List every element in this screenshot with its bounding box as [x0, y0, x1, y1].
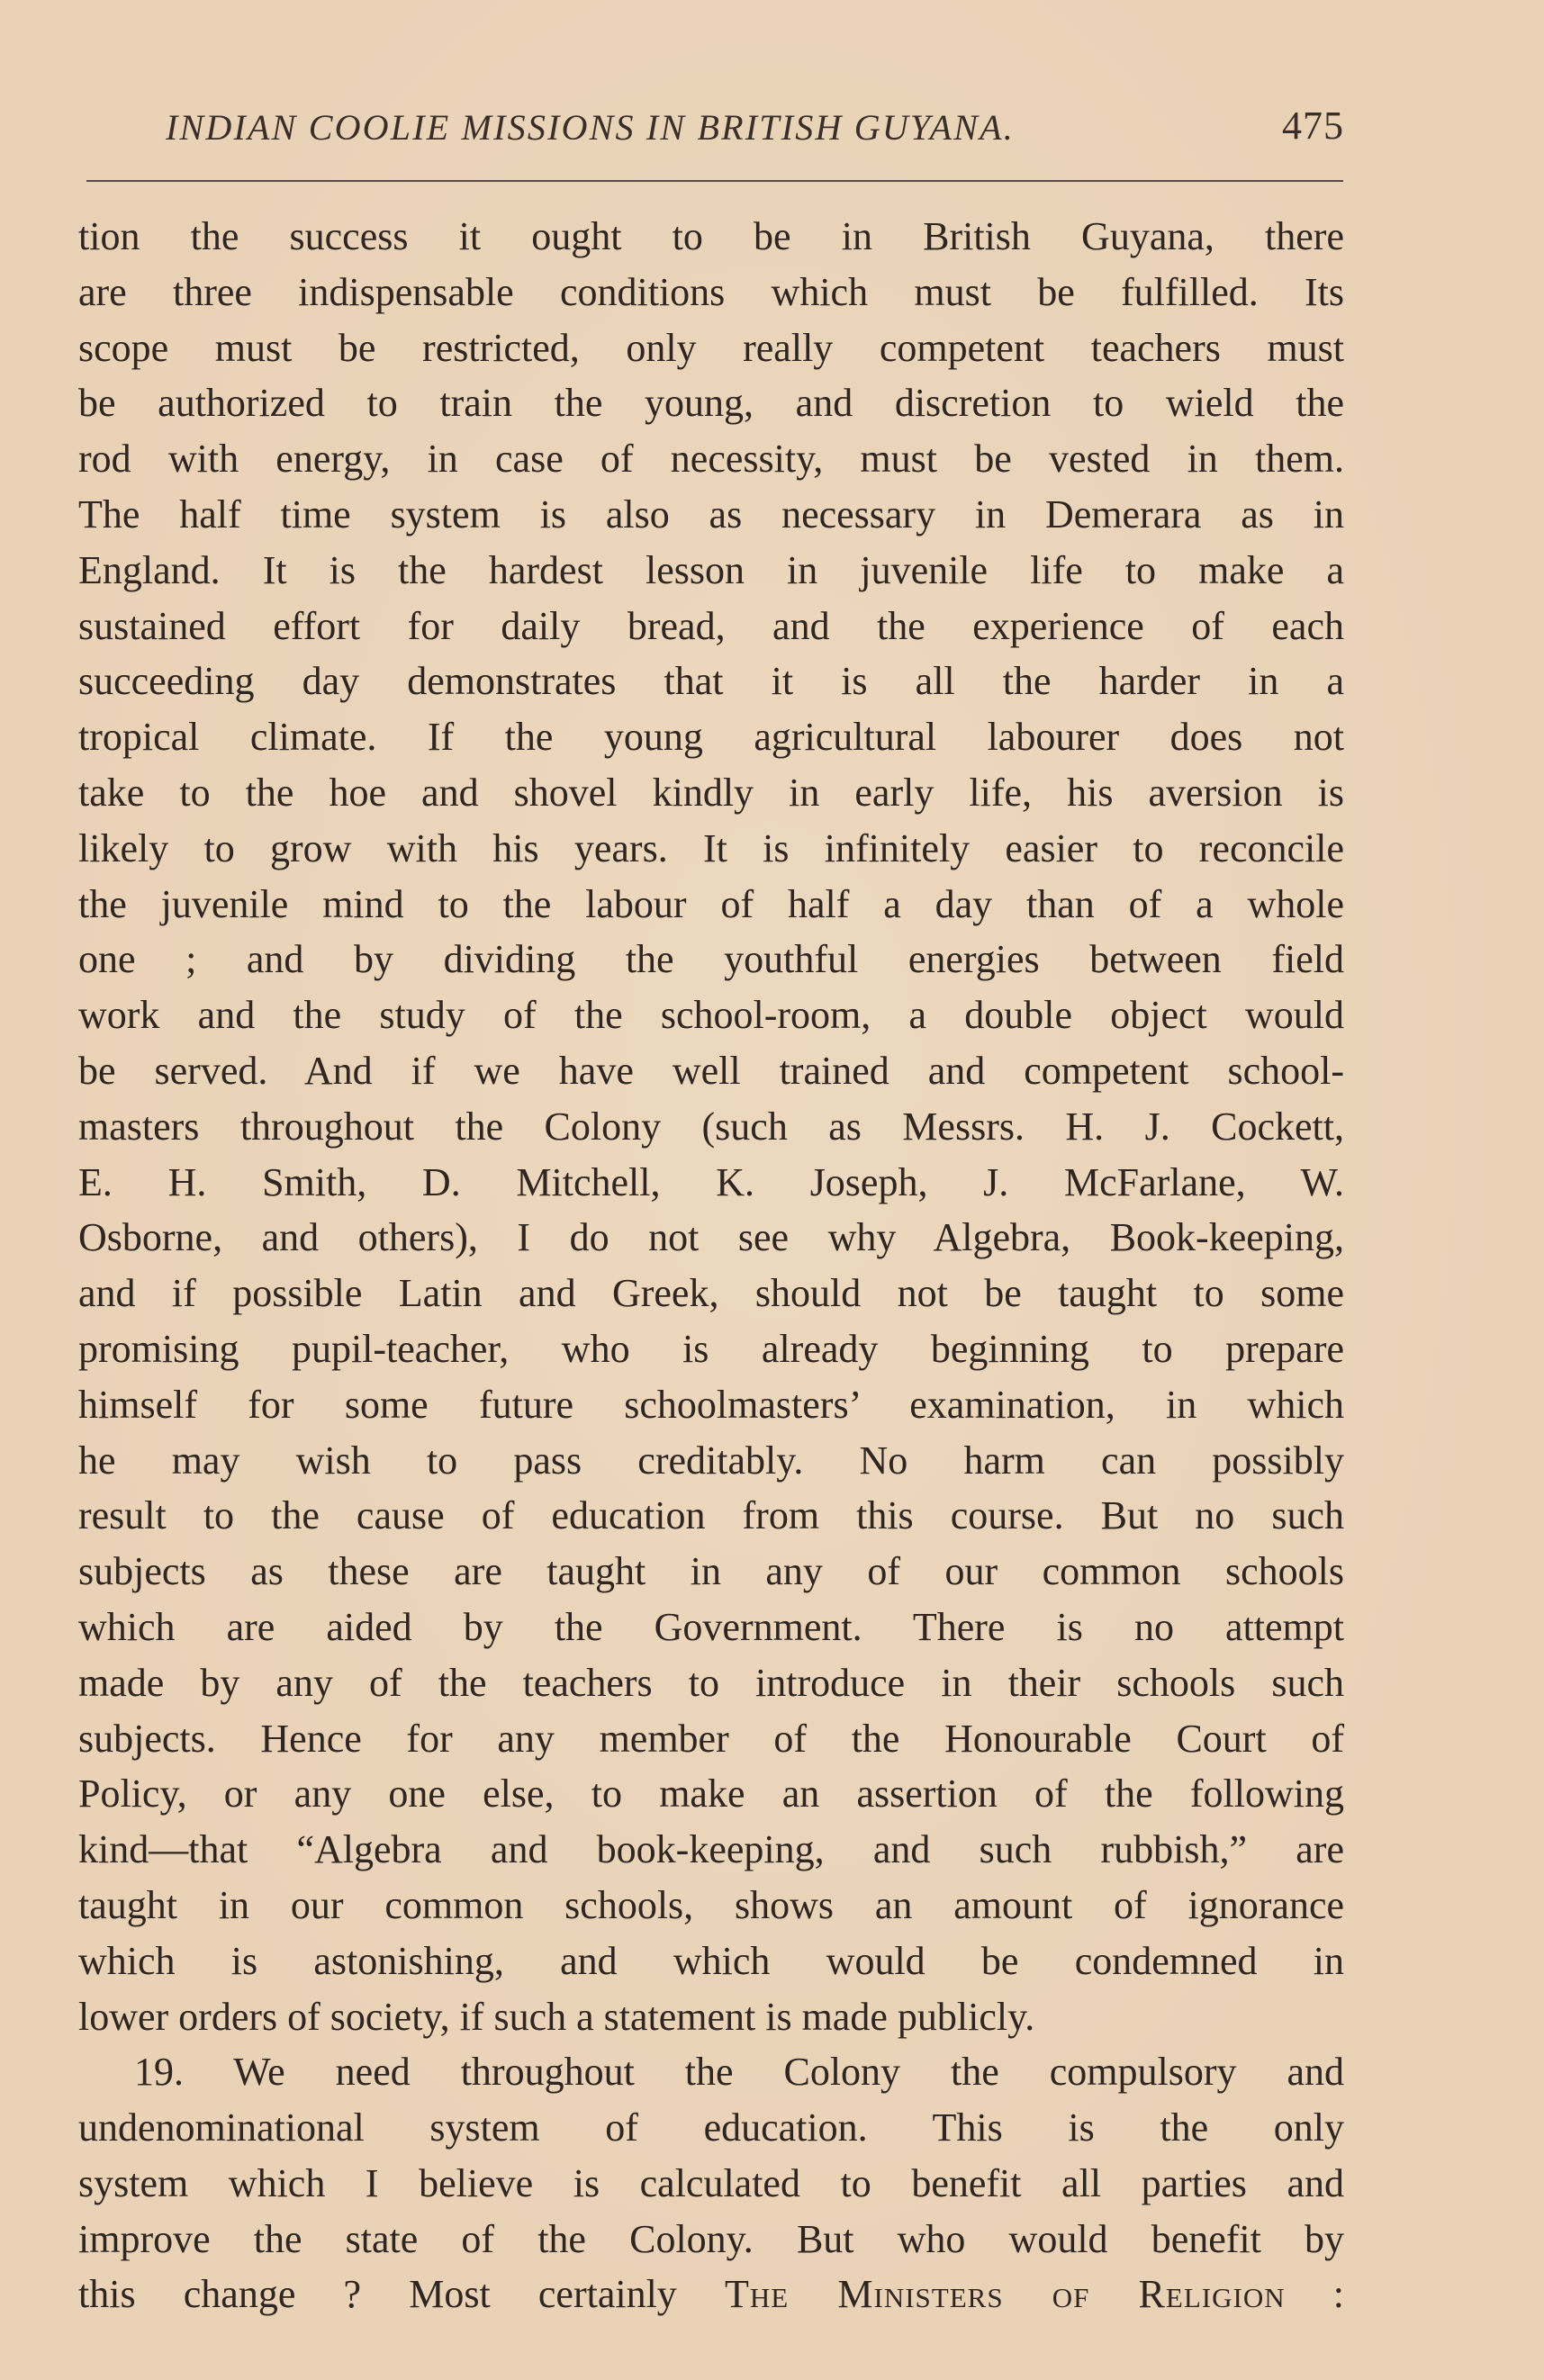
text-line: undenominational system of education. This is the only: [78, 2105, 1344, 2150]
text-line: Osborne, and others), I do not see why Algebra, Book-keeping,: [78, 1215, 1344, 1260]
text-line: The half time system is also as necessary in Demerara as in: [78, 491, 1344, 536]
text-line: work and the study of the school-room, a double object would: [78, 993, 1344, 1038]
text-line: himself for some future schoolmasters’ examination, in which: [78, 1382, 1344, 1427]
text-line: subjects. Hence for any member of the Honourable Court of: [78, 1716, 1344, 1761]
text-line: improve the state of the Colony. But who would benefit by: [78, 2216, 1344, 2261]
page-header: [79, 106, 1344, 160]
text-line: subjects as these are taught in any of our common schools: [78, 1549, 1344, 1594]
text-line: scope must be restricted, only really competent teachers must: [78, 325, 1344, 370]
text-line: take to the hoe and shovel kindly in early life, his aversion is: [78, 770, 1344, 815]
text-line: and if possible Latin and Greek, should not be taught to some: [78, 1271, 1344, 1316]
text-line: which are aided by the Government. There is no attempt: [78, 1604, 1344, 1649]
text-line: tion the success it ought to be in British Guyana, there: [78, 214, 1344, 258]
header-rule: [86, 180, 1343, 182]
final-line-lead: this change ? Most certainly: [78, 2272, 725, 2317]
text-line: E. H. Smith, D. Mitchell, K. Joseph, J. McFarlane, W.: [78, 1159, 1344, 1204]
text-line: succeeding day demonstrates that it is all the harder in a: [78, 659, 1344, 704]
text-line: kind—that “Algebra and book-keeping, and such rubbish,” are: [78, 1827, 1344, 1872]
text-line: likely to grow with his years. It is infinitely easier to reconcile: [78, 825, 1344, 870]
text-line: which is astonishing, and which would be condemned in: [78, 1938, 1344, 1983]
text-line: masters throughout the Colony (such as Messrs. H. J. Cockett,: [78, 1104, 1344, 1149]
text-line: Policy, or any one else, to make an assertion of the following: [78, 1771, 1344, 1817]
paragraph-19-first-line: 19. We need throughout the Colony the compulsory and: [134, 2050, 1344, 2095]
text-line: he may wish to pass creditably. No harm can possibly: [78, 1438, 1344, 1483]
text-line: result to the cause of education from this course. But no such: [78, 1493, 1344, 1538]
final-line: [78, 2267, 1344, 2322]
running-title: INDIAN COOLIE MISSIONS IN BRITISH GUYANA.: [166, 107, 1015, 148]
text-line: be authorized to train the young, and discretion to wield the: [78, 381, 1344, 426]
text-line: system which I believe is calculated to benefit all parties and: [78, 2160, 1344, 2205]
text-line: promising pupil-teacher, who is already beginning to prepare: [78, 1326, 1344, 1371]
text-line: the juvenile mind to the labour of half a day than of a whole: [78, 881, 1344, 926]
text-line: rod with energy, in case of necessity, must be vested in them.: [78, 437, 1344, 482]
text-line: sustained effort for daily bread, and the experience of each: [78, 603, 1344, 648]
small-caps-phrase: The Ministers of Religion: [725, 2272, 1286, 2317]
text-line: England. It is the hardest lesson in juvenile life to make a: [78, 547, 1344, 592]
final-line-tail: :: [1285, 2272, 1345, 2317]
body-text: [78, 209, 1344, 2322]
text-line: tropical climate. If the young agricultural labourer does not: [78, 715, 1344, 760]
text-line: are three indispensable conditions which must be fulfilled. Its: [78, 269, 1344, 314]
text-line: taught in our common schools, shows an amount of ignorance: [78, 1882, 1344, 1927]
text-line: made by any of the teachers to introduce in their schools such: [78, 1660, 1344, 1705]
text-line: one ; and by dividing the youthful energies between field: [78, 937, 1344, 982]
page-number: 475: [1282, 104, 1344, 148]
text-line: be served. And if we have well trained and competent school-: [78, 1048, 1344, 1093]
paragraph-end-line: lower orders of society, if such a statement is made publicly.: [78, 1994, 1035, 2039]
